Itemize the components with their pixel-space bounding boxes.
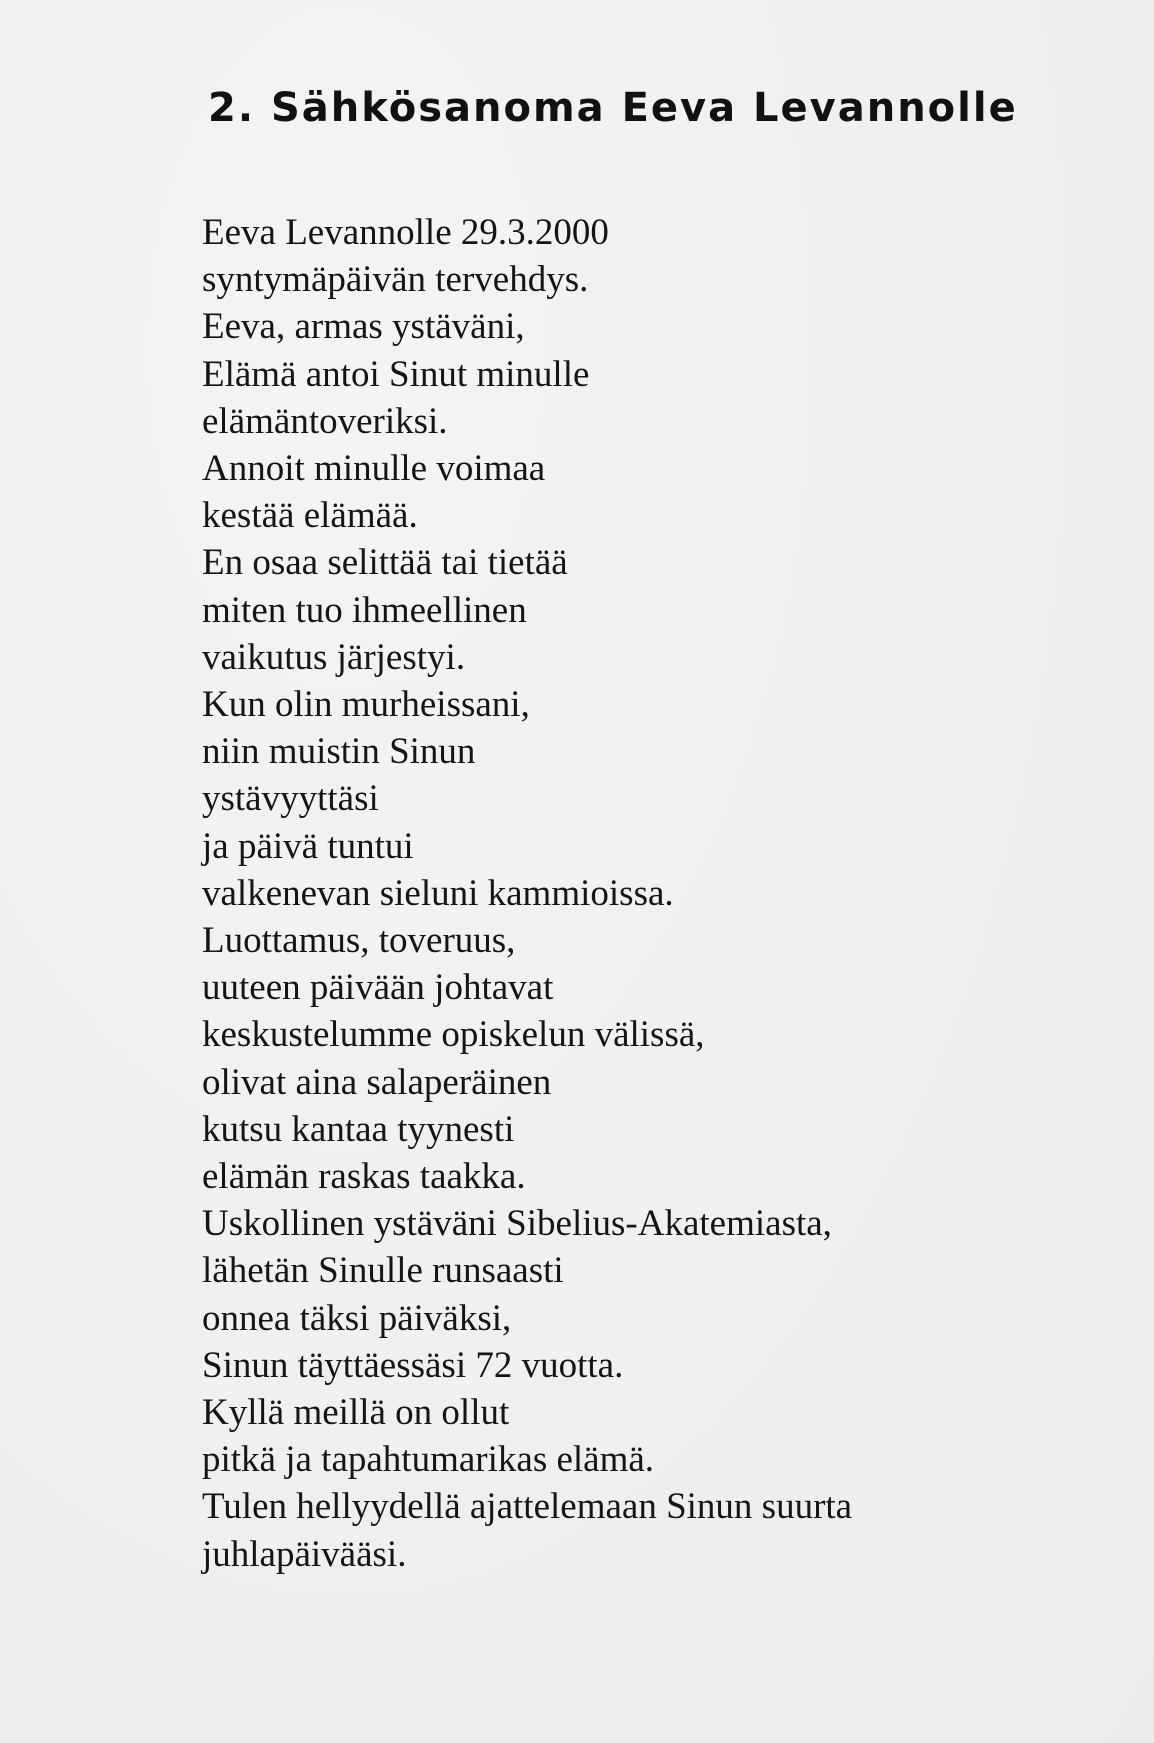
poem-text bbox=[202, 209, 852, 1578]
poem-line: pitkä ja tapahtumarikas elämä. bbox=[202, 1439, 655, 1481]
poem-line: valkenevan sieluni kammioissa. bbox=[202, 872, 674, 914]
poem-line: uuteen päivään johtavat bbox=[202, 967, 554, 1009]
poem-line: Eeva, armas ystäväni, bbox=[202, 306, 525, 348]
poem-line: Kyllä meillä on ollut bbox=[202, 1392, 510, 1434]
poem-line: Sinun täyttäessäsi 72 vuotta. bbox=[202, 1344, 624, 1386]
poem-line: Uskollinen ystäväni Sibelius-Akatemiasta, bbox=[202, 1203, 832, 1245]
poem-line: kestää elämää. bbox=[202, 495, 418, 537]
poem-line: Elämä antoi Sinut minulle bbox=[202, 353, 590, 395]
poem-line: lähetän Sinulle runsaasti bbox=[202, 1250, 564, 1292]
poem-line: Kun olin murheissani, bbox=[202, 684, 530, 726]
page-title: 2. Sähkösanoma Eeva Levannolle bbox=[208, 85, 1018, 131]
poem-line: miten tuo ihmeellinen bbox=[202, 589, 527, 631]
poem-line: elämäntoveriksi. bbox=[202, 400, 448, 442]
poem-line: syntymäpäivän tervehdys. bbox=[202, 259, 589, 301]
poem-line: juhlapäivääsi. bbox=[202, 1533, 407, 1575]
poem-line: olivat aina salaperäinen bbox=[202, 1061, 552, 1103]
poem-line: Luottamus, toveruus, bbox=[202, 920, 516, 962]
poem-line: En osaa selittää tai tietää bbox=[202, 542, 568, 584]
poem-line: keskustelumme opiskelun välissä, bbox=[202, 1014, 705, 1056]
poem-line: ja päivä tuntui bbox=[202, 825, 414, 867]
poem-line: niin muistin Sinun bbox=[202, 731, 476, 773]
poem-line: onnea täksi päiväksi, bbox=[202, 1297, 512, 1339]
poem-line: Tulen hellyydellä ajattelemaan Sinun suurta bbox=[202, 1486, 853, 1528]
poem-line: Eeva Levannolle 29.3.2000 bbox=[202, 212, 609, 253]
poem-line: kutsu kantaa tyynesti bbox=[202, 1108, 515, 1150]
poem-line: ystävyyttäsi bbox=[202, 778, 379, 820]
poem-line: elämän raskas taakka. bbox=[202, 1156, 526, 1198]
poem-line: Annoit minulle voimaa bbox=[202, 448, 546, 490]
poem-line: vaikutus järjestyi. bbox=[202, 636, 466, 678]
